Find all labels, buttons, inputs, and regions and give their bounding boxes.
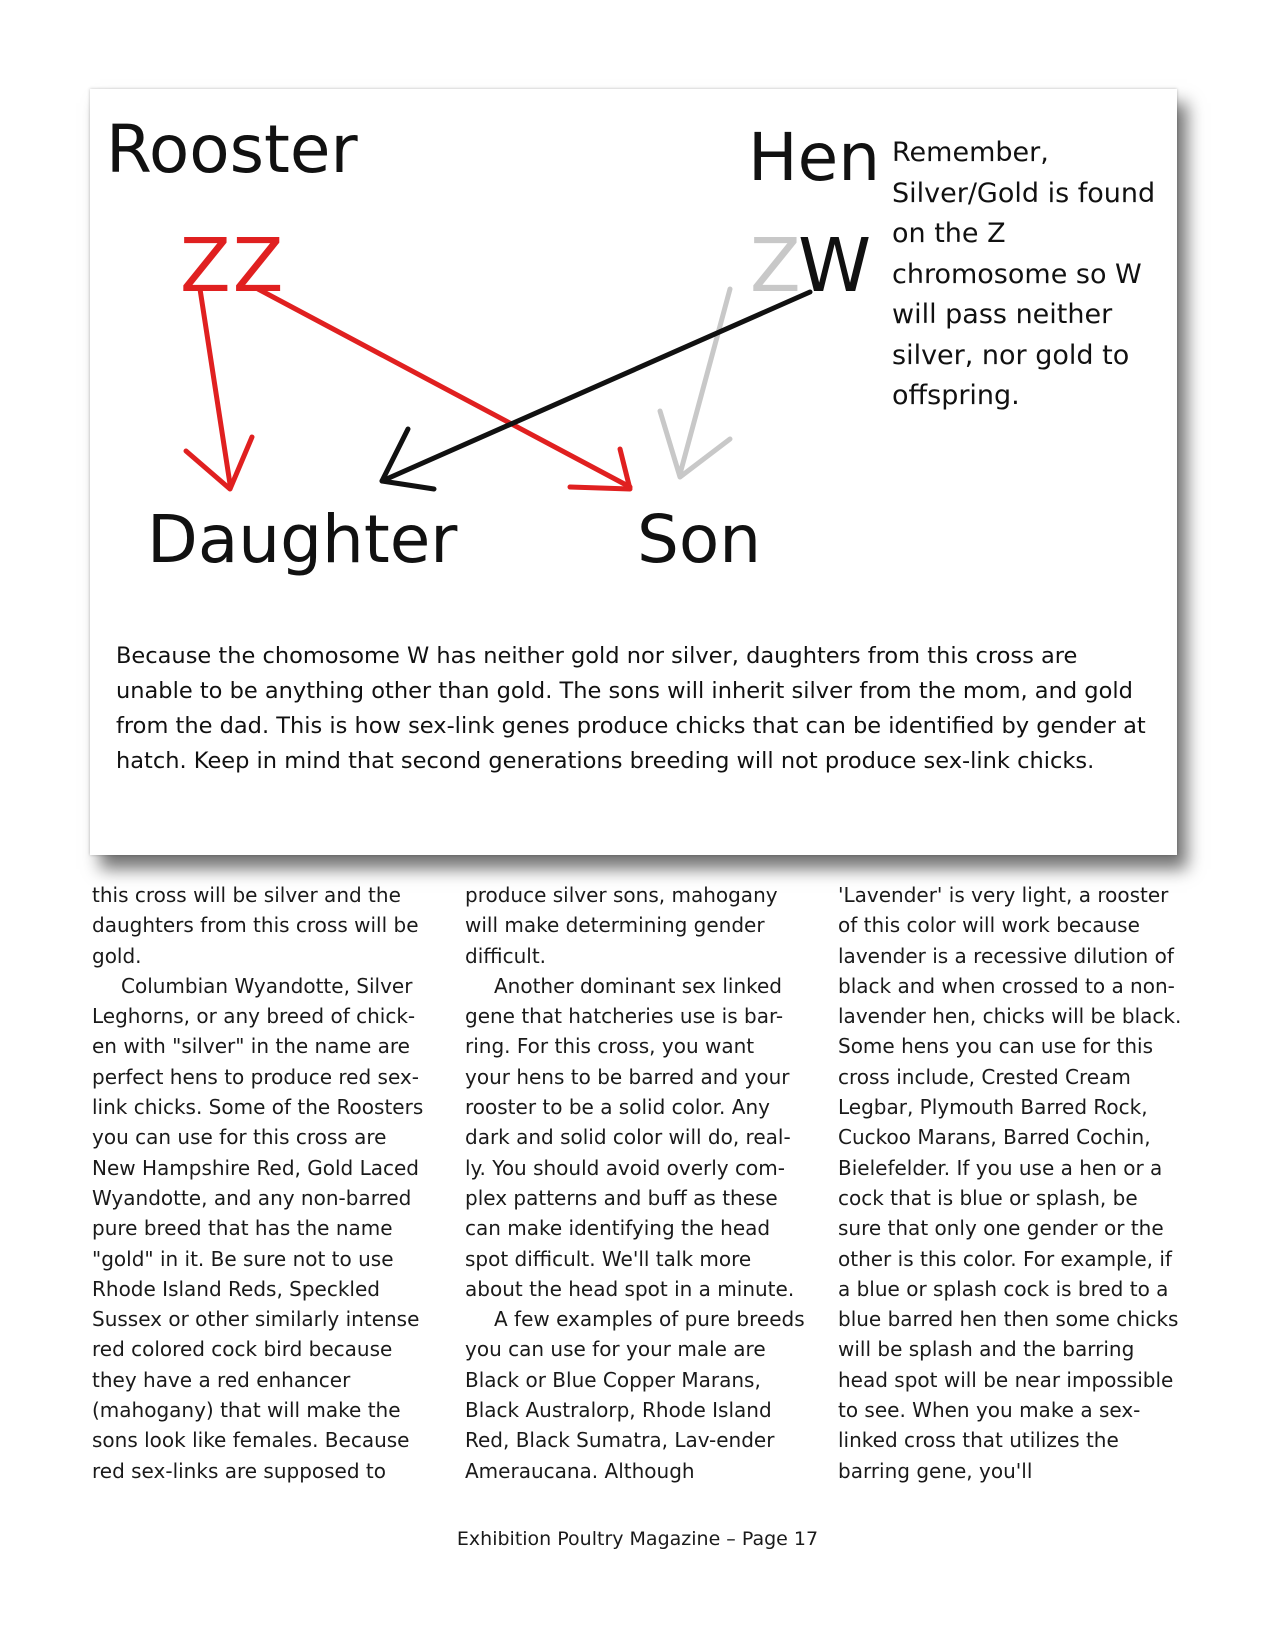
- sex-link-diagram: [90, 89, 1177, 855]
- hen-label: Hen: [748, 119, 881, 196]
- figure-caption: Because the chomosome W has neither gold nor silver, daughters from this cross are unable to be anything other than gold. The sons will inherit silver from the mom, and gold from the dad. This is how sex-link genes produce chicks that can be identified by gender at hatch. Keep in mind that second generations breeding will not produce sex-link chicks.: [116, 643, 1146, 774]
- paragraph: produce silver sons, mahogany will make determining gender difficult.: [465, 883, 778, 968]
- paragraph: A few examples of pure breeds you can use for your male are Black or Blue Copper Marans, Black Australorp, Rhode Island Red, Black Sumatra, Lav-ender Ameraucana. Although: [465, 1307, 805, 1483]
- daughter-label: Daughter: [147, 501, 458, 578]
- paragraph: 'Lavender' is very light, a rooster of this color will work because lavender is a recessive dilution of black and when crossed to a non-lavender hen, chicks will be black. Some hens you can use for this cross include, Crested Cream Legbar, Plymouth Barred Rock, Cuckoo Marans, Barred Cochin, Bielefelder. If you use a hen or a cock that is blue or splash, be sure that only one gender or the other is this color. For example, if a blue or splash cock is bred to a blue barred hen then some chicks will be splash and the barring head spot will be near impossible to see. When you make a sex-linked cross that utilizes the barring gene, you'll: [838, 883, 1182, 1483]
- arrow-rooster-to-son: [258, 289, 630, 487]
- rooster-label: Rooster: [106, 111, 358, 188]
- paragraph: Columbian Wyandotte, Silver Leghorns, or any breed of chick-en with "silver" in the name are perfect hens to produce red sex-link chicks. Some of the Roosters you can use for this cross are New Hampshire Red, Gold Laced Wyandotte, and any non-barred pure breed that has the name "gold" in it. Be sure not to use Rhode Island Reds, Speckled Sussex or other similarly intense red colored cock bird because they have a red enhancer (mahogany) that will make the sons look like females. Because red sex-links are supposed to: [92, 973, 424, 1483]
- arrow-rooster-to-daughter: [200, 289, 230, 484]
- rooster-genotype: ZZ: [180, 223, 286, 309]
- paragraph: this cross will be silver and the daughters from this cross will be gold.: [92, 883, 419, 968]
- article-column-2: [465, 880, 805, 1486]
- hen-genotype-z: Z: [750, 223, 801, 309]
- arrowhead-daughter-red: [186, 437, 252, 489]
- son-label: Son: [637, 501, 762, 578]
- article-column-1: [92, 880, 427, 1486]
- article-column-3: [838, 880, 1183, 1486]
- paragraph: Another dominant sex linked gene that hatcheries use is bar-ring. For this cross, you want your hens to be barred and your rooster to be a solid color. Any dark and solid color will do, real-ly. You should avoid overly com-plex patterns and buff as these can make identifying the head spot difficult. We'll talk more about the head spot in a minute.: [465, 973, 795, 1301]
- page-footer: Exhibition Poultry Magazine – Page 17: [456, 1528, 819, 1550]
- hen-genotype-w: W: [798, 223, 872, 309]
- reminder-note: Remember, Silver/Gold is found on the Z chromosome so W will pass neither silver, nor gold to offspring.: [892, 137, 1156, 411]
